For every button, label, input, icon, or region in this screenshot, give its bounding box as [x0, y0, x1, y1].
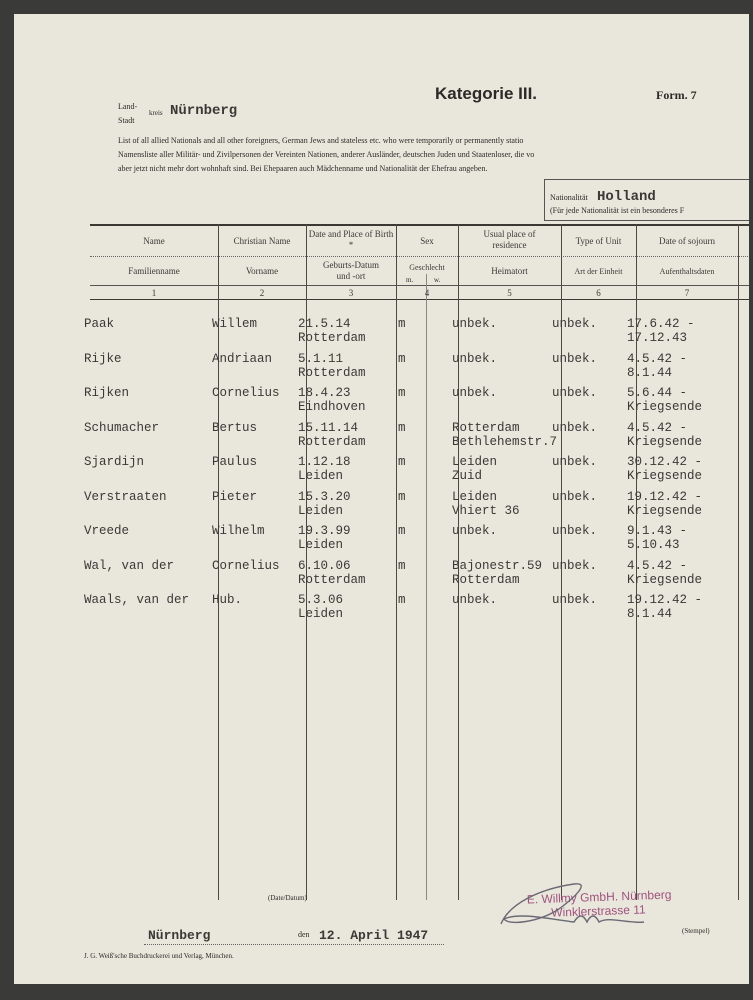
cell-name-text: Vreede — [84, 524, 130, 538]
cell-vorname-text: Paulus — [212, 455, 258, 469]
intro-line-3: aber jetzt nicht mehr dort wohnhaft sind. Bei Ehepaaren auch Mädchenname und Nationalität der Ehefrau angeben. — [118, 164, 488, 173]
cell-birth1-text: 18.4.23 — [298, 386, 351, 400]
cell-res2-text: Vhiert 36 — [452, 503, 520, 518]
cell-stay1-text: 4.5.42 - — [627, 420, 688, 435]
col-header-christian — [218, 236, 306, 247]
cell-res1-text: Leiden — [452, 489, 498, 504]
col-divider-7 — [738, 224, 739, 900]
cell-name-text: Verstraaten — [84, 489, 167, 504]
col-unit-en: Type of Unit — [575, 236, 622, 246]
kategorie-title: Kategorie III. — [435, 84, 538, 103]
cell-birth1 — [298, 490, 351, 518]
cell-stay1-text: 19.12.42 - — [627, 593, 703, 607]
col-header-name — [90, 236, 218, 247]
cell-name-text: Paak — [84, 317, 115, 331]
col-sex-en: Sex — [420, 236, 434, 246]
cell-birth2-text: Leiden — [298, 469, 344, 483]
intro-line-1: List of all allied Nationals and all other foreigners, German Jews and stateless etc. who were temporarily or permanently statio — [118, 136, 524, 145]
col-num-3: 3 — [348, 288, 354, 298]
form-number: Form. 7 — [656, 88, 697, 102]
footer-den: den — [298, 930, 310, 939]
col-header-sojourn — [636, 236, 738, 247]
table-header-bottom — [90, 285, 749, 286]
col-header-residence — [458, 229, 561, 251]
date-caption: (Date/Datum) — [268, 894, 307, 902]
cell-name — [84, 421, 159, 435]
cell-stay2-text: Kriegsende — [627, 469, 703, 483]
col-sojourn-en: Date of sojourn — [659, 236, 715, 246]
form-page — [14, 14, 749, 984]
cell-vorname — [212, 593, 242, 607]
cell-stay1-text: 30.12.42 - — [627, 455, 703, 469]
cell-stay1 — [627, 559, 702, 587]
col-birth-de: Geburts-Datum und -ort — [323, 260, 379, 281]
cell-sex — [398, 455, 406, 469]
cell-birth2-text: Eindhoven — [298, 400, 366, 414]
cell-birth1 — [298, 559, 366, 587]
cell-unit-text: unbek. — [552, 558, 598, 573]
cell-stay1-text: 19.12.42 - — [627, 489, 703, 504]
cell-name-text: Rijken — [84, 386, 130, 400]
cell-birth1-text: 21.5.14 — [298, 317, 351, 331]
cell-stay1 — [627, 421, 702, 449]
cell-stay1-text: 5.6.44 - — [627, 386, 688, 400]
cell-vorname — [212, 524, 265, 538]
col-sex-w: w. — [434, 276, 441, 284]
cell-vorname — [212, 352, 272, 366]
table-mid-border — [90, 256, 749, 257]
cell-name-text: Schumacher — [84, 420, 160, 435]
footer-date: 12. April 1947 — [319, 928, 429, 943]
col-unit-de: Art der Einheit — [574, 267, 623, 276]
city-value: Nürnberg — [170, 103, 238, 119]
stamp-line-2: Winklerstrasse 11 — [551, 902, 646, 920]
cell-unit-text: unbek. — [552, 420, 598, 435]
cell-birth1-text: 1.12.18 — [298, 455, 351, 469]
cell-res2-text: Rotterdam — [452, 572, 520, 587]
cell-birth1-text: 6.10.06 — [298, 558, 351, 573]
cell-stay2-text: Kriegsende — [627, 503, 703, 518]
land-label: Land- — [118, 102, 138, 111]
cell-vorname-text: Hub. — [212, 593, 243, 607]
col-header-birth — [306, 229, 396, 251]
cell-res1-text: unbek. — [452, 593, 498, 607]
col-header-sex — [396, 236, 458, 247]
cell-vorname — [212, 421, 257, 435]
printer-credit: J. G. Weiß'sche Buchdruckerei und Verlag, München. — [84, 952, 234, 960]
cell-birth1 — [298, 524, 351, 552]
cell-sex — [398, 490, 406, 504]
sex-subdivider — [426, 274, 427, 900]
cell-sex — [398, 317, 406, 331]
cell-res1-text: unbek. — [452, 386, 498, 400]
cell-birth2-text: Leiden — [298, 538, 344, 552]
col-sojourn-de: Aufenthaltsdaten — [659, 267, 715, 276]
cell-stay1-text: 9.1.43 - — [627, 524, 688, 538]
cell-name — [84, 455, 144, 469]
cell-vorname-text: Pieter — [212, 489, 258, 504]
col-name-en: Name — [143, 236, 165, 246]
cell-sex — [398, 386, 406, 400]
cell-res1 — [452, 317, 497, 331]
cell-stay1 — [627, 386, 702, 414]
cell-res1-text: Leiden — [452, 455, 498, 469]
cell-unit — [552, 386, 597, 400]
cell-birth1 — [298, 421, 366, 449]
cell-vorname — [212, 317, 257, 331]
nationality-note: (Für jede Nationalität ist ein besonderes F — [550, 206, 685, 215]
cell-sex-text: m — [398, 420, 406, 435]
col-christian-de: Vorname — [245, 266, 279, 276]
cell-vorname-text: Wilhelm — [212, 524, 265, 538]
cell-birth2-text: Rotterdam — [298, 331, 366, 345]
cell-vorname-text: Cornelius — [212, 386, 280, 400]
cell-name-text: Rijke — [84, 351, 122, 366]
cell-birth1-text: 15.11.14 — [298, 420, 359, 435]
col-num-5: 5 — [507, 288, 512, 298]
cell-sex — [398, 559, 406, 573]
cell-sex-text: m — [398, 386, 406, 400]
cell-unit-text: unbek. — [552, 455, 598, 469]
cell-stay2-text: 17.12.43 — [627, 331, 688, 345]
cell-name — [84, 524, 129, 538]
cell-name — [84, 317, 114, 331]
cell-birth1 — [298, 455, 351, 483]
cell-name — [84, 559, 174, 573]
intro-line-2: Namensliste aller Militär- und Zivilpersonen der Vereinten Nationen, anderer Ausländer, deutschen Juden und Staatenloser, die vo — [118, 150, 535, 159]
cell-res1 — [452, 352, 497, 366]
cell-vorname-text: Cornelius — [212, 558, 280, 573]
cell-unit-text: unbek. — [552, 386, 598, 400]
cell-unit-text: unbek. — [552, 593, 598, 607]
col-christian-en: Christian Name — [233, 236, 291, 246]
footer-date-line — [144, 944, 444, 945]
cell-unit — [552, 593, 597, 607]
cell-name — [84, 352, 122, 366]
cell-unit — [552, 559, 597, 573]
cell-sex — [398, 524, 406, 538]
col-num-6: 6 — [596, 288, 601, 298]
cell-name-text: Waals, van der — [84, 593, 190, 607]
nationality-value: Holland — [597, 189, 656, 205]
col-sex-de: Geschlecht — [409, 263, 445, 272]
cell-sex-text: m — [398, 351, 406, 366]
cell-birth1 — [298, 317, 366, 345]
cell-unit-text: unbek. — [552, 317, 598, 331]
cell-unit-text: unbek. — [552, 351, 598, 366]
cell-sex — [398, 593, 406, 607]
nationality-label: Nationalität — [550, 193, 588, 202]
cell-res1 — [452, 524, 497, 538]
cell-birth1-text: 5.3.06 — [298, 593, 344, 607]
cell-name — [84, 490, 167, 504]
col-header-unit — [561, 236, 636, 247]
cell-stay1-text: 4.5.42 - — [627, 558, 688, 573]
cell-unit — [552, 455, 597, 469]
cell-res1-text: unbek. — [452, 317, 498, 331]
cell-res1 — [452, 386, 497, 400]
cell-sex-text: m — [398, 317, 406, 331]
col-num-4: 4 — [424, 288, 430, 298]
cell-vorname-text: Willem — [212, 317, 258, 331]
cell-vorname — [212, 559, 280, 573]
cell-res1 — [452, 490, 520, 518]
cell-res1-text: Rotterdam — [452, 420, 520, 435]
stamp-line-1: E. Willmy GmbH. Nürnberg — [526, 887, 672, 907]
cell-stay1-text: 17.6.42 - — [627, 317, 695, 331]
cell-birth1 — [298, 352, 366, 380]
cell-birth1 — [298, 593, 343, 621]
cell-unit — [552, 524, 597, 538]
cell-vorname — [212, 455, 257, 469]
cell-birth2-text: Rotterdam — [298, 572, 366, 587]
cell-sex-text: m — [398, 558, 406, 573]
col-sex-m: m. — [406, 276, 414, 284]
cell-unit-text: unbek. — [552, 489, 598, 504]
cell-stay2-text: 8.1.44 — [627, 365, 673, 380]
cell-res1 — [452, 593, 497, 607]
cell-sex — [398, 421, 406, 435]
cell-vorname — [212, 490, 257, 504]
cell-sex — [398, 352, 406, 366]
cell-name — [84, 593, 189, 607]
cell-stay1 — [627, 490, 702, 518]
cell-stay2-text: 5.10.43 — [627, 538, 680, 552]
cell-name-text: Sjardijn — [84, 455, 145, 469]
cell-birth1-text: 19.3.99 — [298, 524, 351, 538]
col-name-de: Familienname — [128, 266, 180, 276]
cell-birth2-text: Leiden — [298, 503, 344, 518]
cell-name-text: Wal, van der — [84, 558, 175, 573]
cell-stay2-text: Kriegsende — [627, 434, 703, 449]
cell-res1-text: unbek. — [452, 351, 498, 366]
cell-stay1 — [627, 317, 695, 345]
col-residence-de: Heimatort — [491, 266, 528, 276]
cell-name — [84, 386, 129, 400]
cell-vorname-text: Bertus — [212, 420, 258, 435]
cell-unit — [552, 352, 597, 366]
cell-res1 — [452, 559, 542, 587]
cell-stay1 — [627, 352, 687, 380]
cell-res2-text: Bethlehemstr.7 — [452, 434, 558, 449]
cell-res1-text: unbek. — [452, 524, 498, 538]
cell-stay1 — [627, 593, 702, 621]
cell-stay1 — [627, 524, 687, 552]
stempel-label: (Stempel) — [682, 927, 710, 935]
cell-res1-text: Bajonestr.59 — [452, 558, 543, 573]
cell-unit — [552, 421, 597, 435]
cell-vorname-text: Andriaan — [212, 351, 273, 366]
cell-unit-text: unbek. — [552, 524, 598, 538]
cell-res1 — [452, 455, 497, 483]
cell-birth2-text: Rotterdam — [298, 434, 366, 449]
table-number-bottom — [90, 299, 749, 300]
cell-birth1 — [298, 386, 366, 414]
col-num-1: 1 — [151, 288, 157, 298]
col-birth-en: Date and Place of Birth * — [308, 229, 394, 250]
cell-birth1-text: 5.1.11 — [298, 351, 344, 366]
kreis-label: kreis — [149, 109, 163, 117]
cell-res1 — [452, 421, 557, 449]
cell-birth1-text: 15.3.20 — [298, 489, 351, 504]
cell-res2-text: Zuid — [452, 469, 483, 483]
footer-place: Nürnberg — [148, 928, 211, 943]
col-num-7: 7 — [684, 288, 690, 298]
cell-sex-text: m — [398, 489, 406, 504]
cell-sex-text: m — [398, 524, 406, 538]
table-top-border — [90, 224, 749, 226]
cell-birth2-text: Leiden — [298, 607, 344, 621]
col-divider-3 — [396, 224, 397, 900]
signature — [479, 864, 659, 944]
cell-stay2-text: Kriegsende — [627, 400, 703, 414]
cell-sex-text: m — [398, 455, 406, 469]
cell-birth2-text: Rotterdam — [298, 365, 366, 380]
col-residence-en: Usual place of residence — [483, 229, 536, 250]
cell-vorname — [212, 386, 280, 400]
cell-sex-text: m — [398, 593, 406, 607]
cell-stay1-text: 4.5.42 - — [627, 351, 688, 366]
cell-stay2-text: Kriegsende — [627, 572, 703, 587]
col-num-2: 2 — [259, 288, 265, 298]
cell-unit — [552, 490, 597, 504]
cell-stay2-text: 8.1.44 — [627, 607, 673, 621]
stadt-label: Stadt — [118, 116, 135, 125]
cell-stay1 — [627, 455, 702, 483]
cell-unit — [552, 317, 597, 331]
